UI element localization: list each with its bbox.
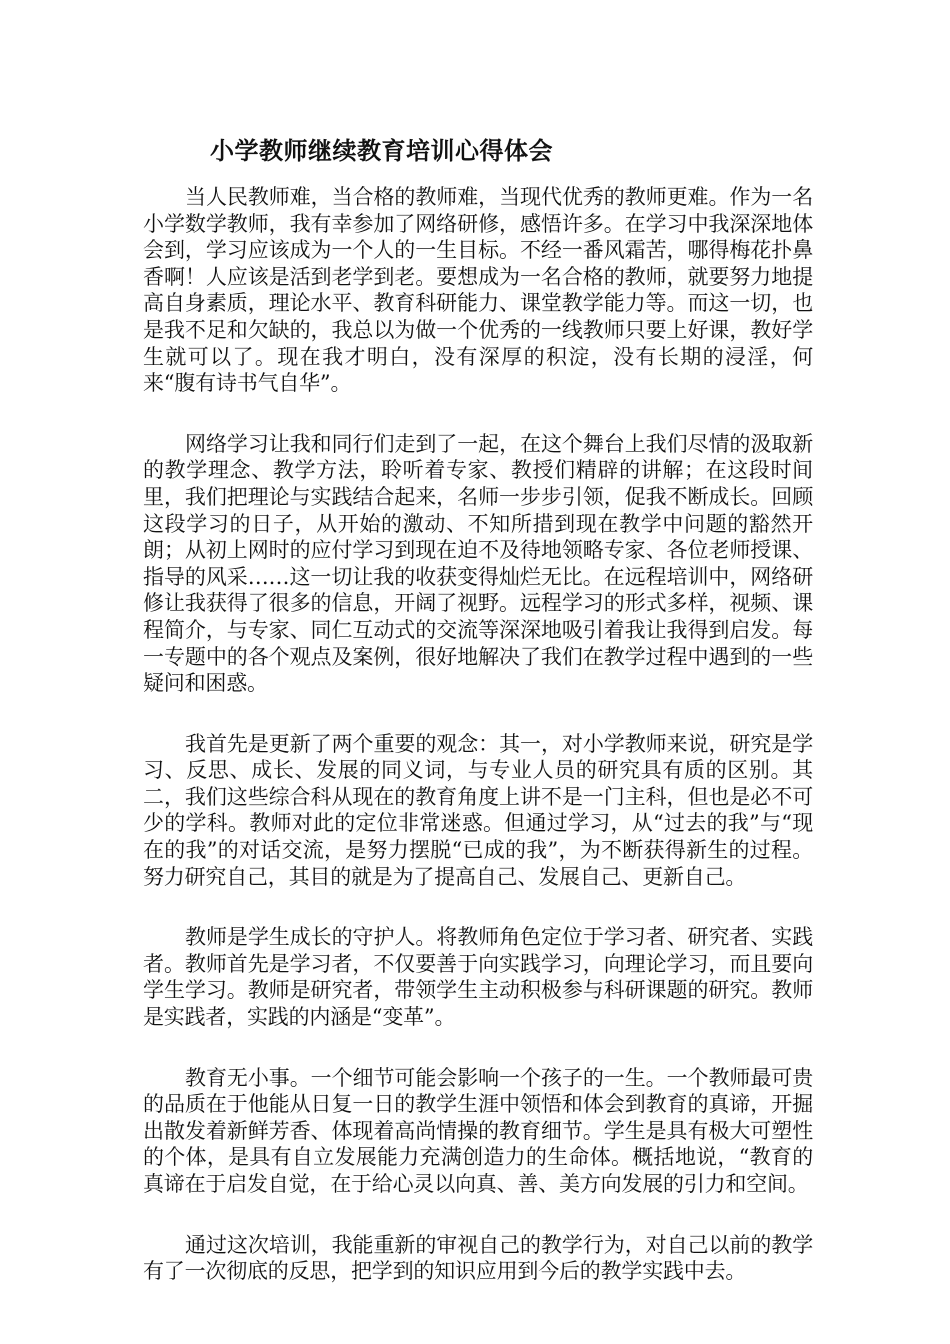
paragraph-1: 当人民教师难，当合格的教师难，当现代优秀的教师更难。作为一名小学数学教师，我有幸参加了网络研修，感悟许多。在学习中我深深地体会到，学习应该成为一个人的一生目标。不经一番风霜苦，哪得梅花扑鼻香啊！人应该是活到老学到老。要想成为一名合格的教师，就要努力地提高自身素质，理论水平、教育科研能力、课堂教学能力等。而这一切，也是我不足和欠缺的，我总以为做一个优秀的一线教师只要上好课，教好学生就可以了。现在我才明白，没有深厚的积淀，没有长期的浸淫，何来“腹有诗书气自华”。 (143, 185, 813, 396)
document-body (143, 184, 813, 1319)
paragraph-5: 教育无小事。一个细节可能会影响一个孩子的一生。一个教师最可贵的品质在于他能从日复一日的教学生涯中领悟和体会到教育的真谛，开掘出散发着新鲜芳香、体现着高尚情操的教育细节。学生是具有极大可塑性的个体，是具有自立发展能力充满创造力的生命体。概括地说，“教育的真谛在于启发自觉，在于给心灵以向真、善、美方向发展的引力和空间。 (143, 1065, 813, 1196)
paragraph-3: 我首先是更新了两个重要的观念：其一，对小学教师来说，研究是学习、反思、成长、发展的同义词，与专业人员的研究具有质的区别。其二，我们这些综合科从现在的教育角度上讲不是一门主科，但也是必不可少的学科。教师对此的定位非常迷惑。但通过学习，从“过去的我”与“现在的我”的对话交流，是努力摆脱“已成的我”，为不断获得新生的过程。努力研究自己，其目的就是为了提高自己、发展自己、更新自己。 (143, 731, 813, 889)
paragraph-2: 网络学习让我和同行们走到了一起，在这个舞台上我们尽情的汲取新的教学理念、教学方法，聆听着专家、教授们精辟的讲解；在这段时间里，我们把理论与实践结合起来，名师一步步引领，促我不断成长。回顾这段学习的日子，从开始的激动、不知所措到现在教学中问题的豁然开朗；从初上网时的应付学习到现在迫不及待地领略专家、各位老师授课、指导的风采……这一切让我的收获变得灿烂无比。在远程培训中，网络研修让我获得了很多的信息，开阔了视野。远程学习的形式多样，视频、课程简介，与专家、同仁互动式的交流等深深地吸引着我让我得到启发。每一专题中的各个观点及案例，很好地解决了我们在教学过程中遇到的一些疑问和困惑。 (143, 431, 813, 696)
document-title: 小学教师继续教育培训心得体会 (210, 137, 553, 165)
paragraph-4: 教师是学生成长的守护人。将教师角色定位于学习者、研究者、实践者。教师首先是学习者，不仅要善于向实践学习，向理论学习，而且要向学生学习。教师是研究者，带领学生主动积极参与科研课题的研究。教师是实践者，实践的内涵是“变革”。 (143, 925, 813, 1030)
paragraph-6: 通过这次培训，我能重新的审视自己的教学行为，对自己以前的教学有了一次彻底的反思，把学到的知识应用到今后的教学实践中去。 (143, 1232, 813, 1284)
